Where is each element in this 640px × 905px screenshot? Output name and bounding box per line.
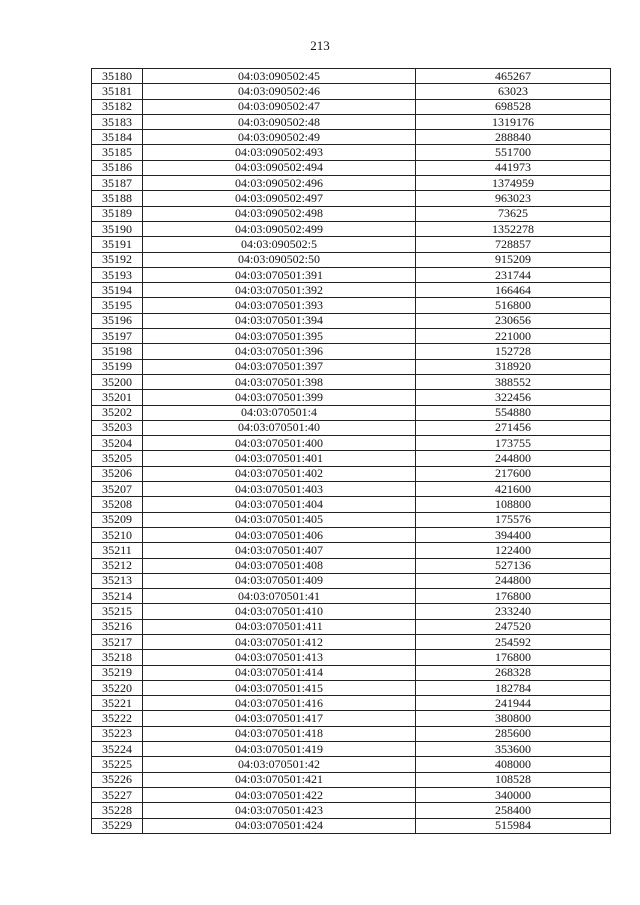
table-row — [92, 787, 611, 802]
row-number-cell: 35183 — [92, 114, 143, 129]
table-row — [92, 619, 611, 634]
cadastral-value-cell: 271456 — [416, 420, 611, 435]
cadastral-value-cell: 408000 — [416, 757, 611, 772]
table-row — [92, 252, 611, 267]
cadastral-value-cell: 152728 — [416, 344, 611, 359]
row-number-cell: 35196 — [92, 313, 143, 328]
row-number-cell: 35192 — [92, 252, 143, 267]
row-number-cell: 35180 — [92, 69, 143, 84]
table-row — [92, 359, 611, 374]
row-number-cell: 35226 — [92, 772, 143, 787]
table-row — [92, 130, 611, 145]
row-number-cell: 35209 — [92, 512, 143, 527]
cadastral-number-cell: 04:03:090502:45 — [143, 69, 416, 84]
cadastral-number-cell: 04:03:070501:410 — [143, 604, 416, 619]
table-row — [92, 696, 611, 711]
cadastral-value-cell: 176800 — [416, 589, 611, 604]
cadastral-number-cell: 04:03:070501:413 — [143, 650, 416, 665]
cadastral-value-cell: 963023 — [416, 191, 611, 206]
table-row — [92, 482, 611, 497]
cadastral-number-cell: 04:03:070501:421 — [143, 772, 416, 787]
table-row — [92, 69, 611, 84]
cadastral-number-cell: 04:03:070501:395 — [143, 329, 416, 344]
table-row — [92, 374, 611, 389]
table-row — [92, 420, 611, 435]
cadastral-number-cell: 04:03:090502:47 — [143, 99, 416, 114]
row-number-cell: 35205 — [92, 451, 143, 466]
cadastral-value-cell: 63023 — [416, 84, 611, 99]
table-row — [92, 680, 611, 695]
table-row — [92, 757, 611, 772]
cadastral-value-cell: 388552 — [416, 374, 611, 389]
row-number-cell: 35229 — [92, 818, 143, 833]
cadastral-number-cell: 04:03:070501:422 — [143, 787, 416, 802]
cadastral-number-cell: 04:03:070501:391 — [143, 267, 416, 282]
table-row — [92, 497, 611, 512]
cadastral-value-cell: 288840 — [416, 130, 611, 145]
row-number-cell: 35208 — [92, 497, 143, 512]
cadastral-number-cell: 04:03:070501:405 — [143, 512, 416, 527]
row-number-cell: 35186 — [92, 160, 143, 175]
cadastral-value-cell: 217600 — [416, 466, 611, 481]
row-number-cell: 35225 — [92, 757, 143, 772]
cadastral-number-cell: 04:03:070501:412 — [143, 634, 416, 649]
row-number-cell: 35187 — [92, 176, 143, 191]
cadastral-value-cell: 1374959 — [416, 176, 611, 191]
table-row — [92, 451, 611, 466]
cadastral-number-cell: 04:03:090502:498 — [143, 206, 416, 221]
cadastral-value-cell: 465267 — [416, 69, 611, 84]
row-number-cell: 35216 — [92, 619, 143, 634]
cadastral-value-cell: 421600 — [416, 482, 611, 497]
table-row — [92, 191, 611, 206]
cadastral-value-cell: 221000 — [416, 329, 611, 344]
row-number-cell: 35221 — [92, 696, 143, 711]
cadastral-value-cell: 176800 — [416, 650, 611, 665]
row-number-cell: 35207 — [92, 482, 143, 497]
cadastral-value-table — [91, 68, 611, 834]
row-number-cell: 35223 — [92, 726, 143, 741]
cadastral-number-cell: 04:03:090502:50 — [143, 252, 416, 267]
row-number-cell: 35228 — [92, 803, 143, 818]
cadastral-number-cell: 04:03:090502:496 — [143, 176, 416, 191]
cadastral-number-cell: 04:03:090502:493 — [143, 145, 416, 160]
row-number-cell: 35220 — [92, 680, 143, 695]
cadastral-value-cell: 166464 — [416, 283, 611, 298]
cadastral-number-cell: 04:03:070501:424 — [143, 818, 416, 833]
table-row — [92, 573, 611, 588]
table-row — [92, 634, 611, 649]
row-number-cell: 35217 — [92, 634, 143, 649]
cadastral-number-cell: 04:03:070501:42 — [143, 757, 416, 772]
cadastral-number-cell: 04:03:070501:407 — [143, 543, 416, 558]
cadastral-number-cell: 04:03:090502:48 — [143, 114, 416, 129]
table-row — [92, 176, 611, 191]
table-row — [92, 665, 611, 680]
table-row — [92, 711, 611, 726]
row-number-cell: 35202 — [92, 405, 143, 420]
table-row — [92, 344, 611, 359]
cadastral-value-cell: 230656 — [416, 313, 611, 328]
row-number-cell: 35215 — [92, 604, 143, 619]
cadastral-value-cell: 340000 — [416, 787, 611, 802]
table-row — [92, 160, 611, 175]
row-number-cell: 35213 — [92, 573, 143, 588]
row-number-cell: 35182 — [92, 99, 143, 114]
table-row — [92, 390, 611, 405]
cadastral-value-cell: 394400 — [416, 527, 611, 542]
table-row — [92, 527, 611, 542]
table-row — [92, 466, 611, 481]
cadastral-value-cell: 231744 — [416, 267, 611, 282]
row-number-cell: 35212 — [92, 558, 143, 573]
table-row — [92, 206, 611, 221]
row-number-cell: 35203 — [92, 420, 143, 435]
row-number-cell: 35195 — [92, 298, 143, 313]
table-row — [92, 803, 611, 818]
cadastral-number-cell: 04:03:070501:408 — [143, 558, 416, 573]
row-number-cell: 35218 — [92, 650, 143, 665]
cadastral-value-cell: 244800 — [416, 573, 611, 588]
cadastral-number-cell: 04:03:070501:400 — [143, 436, 416, 451]
cadastral-number-cell: 04:03:070501:406 — [143, 527, 416, 542]
cadastral-value-cell: 241944 — [416, 696, 611, 711]
cadastral-value-cell: 233240 — [416, 604, 611, 619]
cadastral-value-cell: 173755 — [416, 436, 611, 451]
cadastral-number-cell: 04:03:070501:392 — [143, 283, 416, 298]
table-row — [92, 84, 611, 99]
cadastral-number-cell: 04:03:090502:46 — [143, 84, 416, 99]
cadastral-number-cell: 04:03:070501:397 — [143, 359, 416, 374]
table-row — [92, 298, 611, 313]
cadastral-value-cell: 318920 — [416, 359, 611, 374]
cadastral-value-cell: 1352278 — [416, 221, 611, 236]
row-number-cell: 35227 — [92, 787, 143, 802]
table-row — [92, 114, 611, 129]
table-row — [92, 99, 611, 114]
table-body — [92, 69, 611, 834]
cadastral-value-cell: 728857 — [416, 237, 611, 252]
cadastral-number-cell: 04:03:090502:5 — [143, 237, 416, 252]
cadastral-value-cell: 108528 — [416, 772, 611, 787]
cadastral-number-cell: 04:03:070501:403 — [143, 482, 416, 497]
cadastral-number-cell: 04:03:070501:41 — [143, 589, 416, 604]
cadastral-value-cell: 254592 — [416, 634, 611, 649]
table-row — [92, 145, 611, 160]
row-number-cell: 35194 — [92, 283, 143, 298]
table-row — [92, 512, 611, 527]
row-number-cell: 35189 — [92, 206, 143, 221]
cadastral-number-cell: 04:03:070501:404 — [143, 497, 416, 512]
table-row — [92, 604, 611, 619]
cadastral-number-cell: 04:03:070501:409 — [143, 573, 416, 588]
row-number-cell: 35210 — [92, 527, 143, 542]
cadastral-number-cell: 04:03:070501:399 — [143, 390, 416, 405]
cadastral-value-cell: 73625 — [416, 206, 611, 221]
cadastral-number-cell: 04:03:090502:497 — [143, 191, 416, 206]
cadastral-value-cell: 175576 — [416, 512, 611, 527]
cadastral-number-cell: 04:03:070501:393 — [143, 298, 416, 313]
cadastral-value-cell: 515984 — [416, 818, 611, 833]
table-row — [92, 772, 611, 787]
cadastral-number-cell: 04:03:070501:414 — [143, 665, 416, 680]
cadastral-number-cell: 04:03:070501:4 — [143, 405, 416, 420]
table-row — [92, 405, 611, 420]
table-row — [92, 313, 611, 328]
table-row — [92, 436, 611, 451]
table-row — [92, 283, 611, 298]
cadastral-number-cell: 04:03:070501:417 — [143, 711, 416, 726]
row-number-cell: 35198 — [92, 344, 143, 359]
cadastral-number-cell: 04:03:070501:411 — [143, 619, 416, 634]
cadastral-number-cell: 04:03:090502:499 — [143, 221, 416, 236]
cadastral-value-cell: 247520 — [416, 619, 611, 634]
row-number-cell: 35222 — [92, 711, 143, 726]
cadastral-value-cell: 527136 — [416, 558, 611, 573]
cadastral-value-cell: 268328 — [416, 665, 611, 680]
cadastral-number-cell: 04:03:070501:416 — [143, 696, 416, 711]
cadastral-value-cell: 322456 — [416, 390, 611, 405]
row-number-cell: 35193 — [92, 267, 143, 282]
cadastral-number-cell: 04:03:070501:401 — [143, 451, 416, 466]
table-row — [92, 726, 611, 741]
cadastral-number-cell: 04:03:070501:394 — [143, 313, 416, 328]
row-number-cell: 35190 — [92, 221, 143, 236]
row-number-cell: 35200 — [92, 374, 143, 389]
table-row — [92, 267, 611, 282]
cadastral-value-cell: 108800 — [416, 497, 611, 512]
cadastral-number-cell: 04:03:070501:415 — [143, 680, 416, 695]
cadastral-number-cell: 04:03:070501:396 — [143, 344, 416, 359]
page-number: 213 — [310, 38, 330, 53]
row-number-cell: 35204 — [92, 436, 143, 451]
cadastral-number-cell: 04:03:070501:419 — [143, 742, 416, 757]
cadastral-number-cell: 04:03:070501:423 — [143, 803, 416, 818]
table-row — [92, 558, 611, 573]
table-row — [92, 329, 611, 344]
row-number-cell: 35199 — [92, 359, 143, 374]
cadastral-number-cell: 04:03:090502:49 — [143, 130, 416, 145]
table-row — [92, 589, 611, 604]
cadastral-value-cell: 516800 — [416, 298, 611, 313]
cadastral-value-cell: 380800 — [416, 711, 611, 726]
cadastral-value-cell: 353600 — [416, 742, 611, 757]
table-row — [92, 742, 611, 757]
cadastral-value-cell: 554880 — [416, 405, 611, 420]
cadastral-value-cell: 551700 — [416, 145, 611, 160]
row-number-cell: 35211 — [92, 543, 143, 558]
row-number-cell: 35184 — [92, 130, 143, 145]
cadastral-value-cell: 244800 — [416, 451, 611, 466]
row-number-cell: 35219 — [92, 665, 143, 680]
row-number-cell: 35224 — [92, 742, 143, 757]
cadastral-number-cell: 04:03:090502:494 — [143, 160, 416, 175]
cadastral-value-cell: 122400 — [416, 543, 611, 558]
table-row — [92, 221, 611, 236]
table-row — [92, 237, 611, 252]
table-row — [92, 650, 611, 665]
cadastral-value-cell: 441973 — [416, 160, 611, 175]
row-number-cell: 35181 — [92, 84, 143, 99]
cadastral-value-cell: 915209 — [416, 252, 611, 267]
cadastral-value-cell: 698528 — [416, 99, 611, 114]
row-number-cell: 35188 — [92, 191, 143, 206]
cadastral-value-cell: 285600 — [416, 726, 611, 741]
row-number-cell: 35191 — [92, 237, 143, 252]
cadastral-number-cell: 04:03:070501:418 — [143, 726, 416, 741]
cadastral-value-cell: 258400 — [416, 803, 611, 818]
cadastral-value-cell: 182784 — [416, 680, 611, 695]
cadastral-number-cell: 04:03:070501:40 — [143, 420, 416, 435]
row-number-cell: 35201 — [92, 390, 143, 405]
row-number-cell: 35197 — [92, 329, 143, 344]
cadastral-number-cell: 04:03:070501:398 — [143, 374, 416, 389]
cadastral-value-cell: 1319176 — [416, 114, 611, 129]
table-row — [92, 543, 611, 558]
row-number-cell: 35214 — [92, 589, 143, 604]
cadastral-number-cell: 04:03:070501:402 — [143, 466, 416, 481]
row-number-cell: 35206 — [92, 466, 143, 481]
row-number-cell: 35185 — [92, 145, 143, 160]
table-row — [92, 818, 611, 833]
